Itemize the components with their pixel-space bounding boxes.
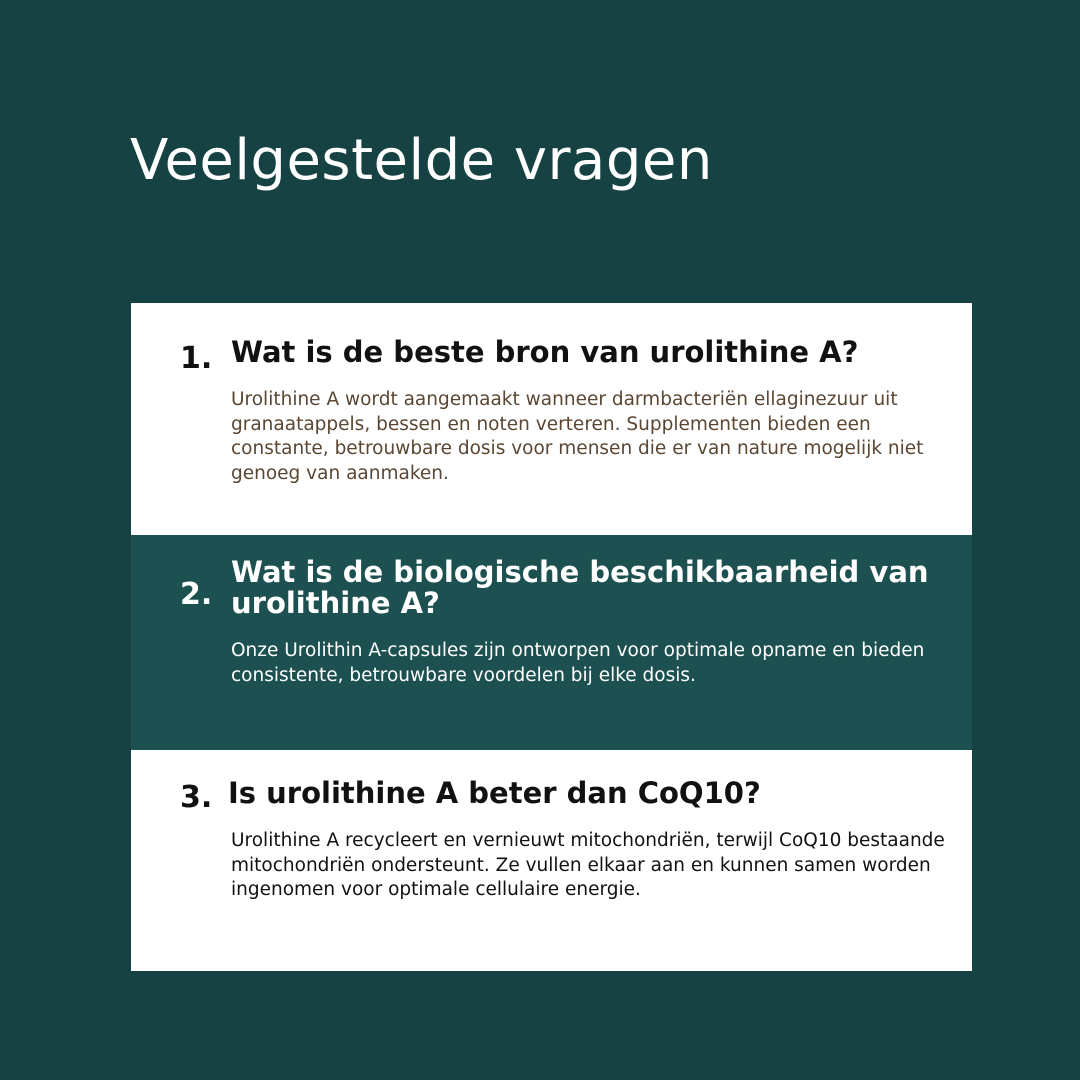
faq-list [131,303,972,971]
faq-number: 2. [180,577,213,612]
faq-item-2 [131,535,972,750]
faq-number: 1. [180,341,213,376]
faq-item-3 [131,750,972,971]
faq-item-1 [131,303,972,535]
page-title: Veelgestelde vragen [130,128,713,193]
faq-number: 3. [180,780,213,815]
faq-answer: Urolithine A recycleert en vernieuwt mitochondriën, terwijl CoQ10 bestaande mitochondriën ondersteunt. Ze vullen elkaar aan en kunnen samen worden ingenomen voor optimale cellulaire energie. [231,830,945,900]
faq-question: Wat is de beste bron van urolithine A? [231,335,859,369]
faq-question: Is urolithine A beter dan CoQ10? [228,776,761,810]
faq-answer: Urolithine A wordt aangemaakt wanneer darmbacteriën ellaginezuur uit granaatappels, bessen en noten verteren. Supplementen bieden een constante, betrouwbare dosis voor mensen die er van nature mogelijk niet genoeg van aanmaken. [231,389,924,484]
faq-question: Wat is de biologische beschikbaarheid van urolithine A? [231,555,929,620]
faq-answer: Onze Urolithin A-capsules zijn ontworpen voor optimale opname en bieden consistente, betrouwbare voordelen bij elke dosis. [231,640,925,686]
